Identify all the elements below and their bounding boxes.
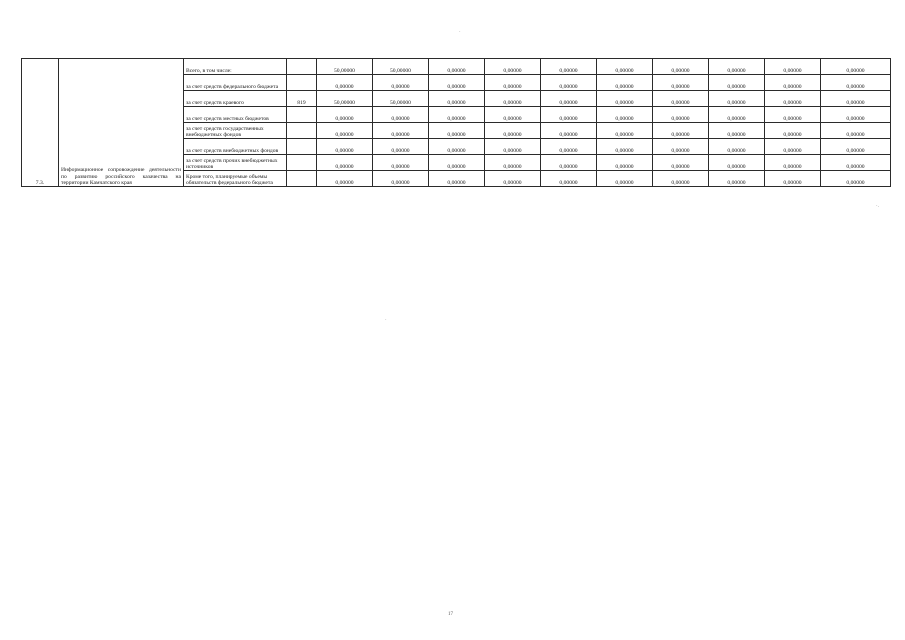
amount-value: 0,00000 <box>559 67 578 74</box>
amount-cell <box>709 171 765 187</box>
activity-name: Информационное сопровождение деятельности по развитию российского казачества на территории Камчатского края <box>59 59 184 187</box>
amount-cell <box>597 139 653 155</box>
amount-cell <box>373 91 429 107</box>
funding-source-label: за счет средств государственных внебюджетных фондов <box>184 123 287 139</box>
amount-cell <box>821 123 891 139</box>
amount-value: 0,00000 <box>503 163 522 170</box>
amount-value: 0,00000 <box>447 179 466 186</box>
amount-cell <box>373 155 429 171</box>
amount-cell <box>317 75 373 91</box>
amount-value: 0,00000 <box>391 83 410 90</box>
row-number: 7.3. <box>22 59 59 187</box>
amount-cell <box>821 75 891 91</box>
amount-cell <box>597 59 653 75</box>
amount-value: 0,00000 <box>727 67 746 74</box>
amount-cell <box>821 155 891 171</box>
amount-value: 0,00000 <box>391 147 410 154</box>
amount-cell <box>373 75 429 91</box>
amount-value: 0,00000 <box>846 131 865 138</box>
amount-value: 0,00000 <box>727 163 746 170</box>
amount-value: 0,00000 <box>391 163 410 170</box>
amount-cell <box>373 139 429 155</box>
amount-value: 0,00000 <box>727 99 746 106</box>
amount-value: 0,00000 <box>559 115 578 122</box>
amount-value: 0,00000 <box>783 115 802 122</box>
amount-cell <box>541 75 597 91</box>
amount-value: 0,00000 <box>671 115 690 122</box>
amount-cell <box>541 155 597 171</box>
funding-source-label: за счет средств федерального бюджета <box>184 75 287 91</box>
amount-cell <box>429 75 485 91</box>
amount-value: 0,00000 <box>671 67 690 74</box>
amount-value: 0,00000 <box>783 147 802 154</box>
amount-cell <box>821 59 891 75</box>
amount-cell <box>765 91 821 107</box>
amount-value: 0,00000 <box>615 67 634 74</box>
amount-cell <box>653 59 709 75</box>
amount-cell <box>821 139 891 155</box>
amount-cell <box>597 107 653 123</box>
amount-cell <box>597 123 653 139</box>
amount-value: 0,00000 <box>615 115 634 122</box>
amount-cell <box>373 171 429 187</box>
amount-value: 0,00000 <box>615 163 634 170</box>
amount-cell <box>429 107 485 123</box>
amount-value: 0,00000 <box>727 147 746 154</box>
amount-value: 0,00000 <box>615 147 634 154</box>
budget-table <box>21 58 891 187</box>
amount-value: 0,00000 <box>447 83 466 90</box>
amount-value: 0,00000 <box>335 163 354 170</box>
amount-value: 0,00000 <box>503 83 522 90</box>
funding-source-label: за счет средств местных бюджетов <box>184 107 287 123</box>
amount-value: 0,00000 <box>846 83 865 90</box>
amount-value: 0,00000 <box>783 131 802 138</box>
amount-value: 0,00000 <box>783 99 802 106</box>
amount-value: 0,00000 <box>447 131 466 138</box>
amount-value: 0,00000 <box>671 99 690 106</box>
amount-value: 0,00000 <box>503 67 522 74</box>
amount-cell <box>317 91 373 107</box>
amount-cell <box>373 59 429 75</box>
amount-value: 0,00000 <box>447 67 466 74</box>
amount-cell <box>373 107 429 123</box>
amount-value: 0,00000 <box>503 147 522 154</box>
amount-value: 0,00000 <box>335 147 354 154</box>
amount-value: 0,00000 <box>391 115 410 122</box>
amount-value: 0,00000 <box>846 163 865 170</box>
amount-cell <box>821 171 891 187</box>
amount-cell <box>653 139 709 155</box>
amount-value: 0,00000 <box>783 163 802 170</box>
budget-code: 819 <box>287 91 317 107</box>
amount-value: 0,00000 <box>846 99 865 106</box>
scan-speck: · <box>385 318 387 323</box>
amount-cell <box>597 155 653 171</box>
amount-cell <box>541 91 597 107</box>
amount-cell <box>765 59 821 75</box>
amount-value: 0,00000 <box>615 131 634 138</box>
amount-value: 0,00000 <box>615 179 634 186</box>
amount-cell <box>485 171 541 187</box>
amount-cell <box>541 107 597 123</box>
amount-value: 0,00000 <box>559 147 578 154</box>
amount-value: 0,00000 <box>671 179 690 186</box>
amount-value: 50,00000 <box>390 67 411 74</box>
amount-cell <box>597 91 653 107</box>
amount-cell <box>317 155 373 171</box>
amount-cell <box>709 107 765 123</box>
amount-value: 0,00000 <box>846 67 865 74</box>
amount-cell <box>429 139 485 155</box>
amount-cell <box>317 171 373 187</box>
funding-source-label: за счет средств прочих внебюджетных источников <box>184 155 287 171</box>
amount-cell <box>541 171 597 187</box>
amount-cell <box>709 123 765 139</box>
amount-cell <box>709 155 765 171</box>
amount-value: 0,00000 <box>559 83 578 90</box>
amount-value: 0,00000 <box>447 115 466 122</box>
amount-cell <box>765 171 821 187</box>
amount-cell <box>485 123 541 139</box>
amount-cell <box>653 123 709 139</box>
amount-value: 0,00000 <box>783 83 802 90</box>
amount-cell <box>653 91 709 107</box>
amount-value: 50,00000 <box>390 99 411 106</box>
amount-cell <box>429 91 485 107</box>
amount-cell <box>709 75 765 91</box>
amount-cell <box>653 107 709 123</box>
amount-cell <box>765 155 821 171</box>
amount-cell <box>429 155 485 171</box>
funding-source-label: за счет средств краевого <box>184 91 287 107</box>
amount-value: 50,00000 <box>334 99 355 106</box>
funding-source-label: Всего, в том числе: <box>184 59 287 75</box>
budget-code <box>287 75 317 91</box>
amount-value: 0,00000 <box>727 179 746 186</box>
amount-value: 0,00000 <box>783 179 802 186</box>
amount-value: 0,00000 <box>615 83 634 90</box>
amount-value: 0,00000 <box>335 179 354 186</box>
amount-value: 0,00000 <box>846 147 865 154</box>
amount-cell <box>485 139 541 155</box>
page-number: 17 <box>448 612 453 617</box>
amount-value: 50,00000 <box>334 67 355 74</box>
amount-cell <box>317 139 373 155</box>
amount-value: 0,00000 <box>559 131 578 138</box>
amount-value: 0,00000 <box>671 147 690 154</box>
amount-value: 0,00000 <box>391 179 410 186</box>
amount-cell <box>597 75 653 91</box>
amount-value: 0,00000 <box>503 179 522 186</box>
amount-cell <box>541 59 597 75</box>
amount-value: 0,00000 <box>447 99 466 106</box>
amount-cell <box>765 123 821 139</box>
amount-value: 0,00000 <box>783 67 802 74</box>
scan-speck: ·. <box>876 204 879 209</box>
amount-value: 0,00000 <box>727 115 746 122</box>
amount-cell <box>597 171 653 187</box>
amount-value: 0,00000 <box>727 83 746 90</box>
amount-cell <box>765 107 821 123</box>
amount-cell <box>709 139 765 155</box>
amount-value: 0,00000 <box>447 147 466 154</box>
amount-value: 0,00000 <box>846 179 865 186</box>
amount-cell <box>709 59 765 75</box>
amount-cell <box>485 59 541 75</box>
amount-value: 0,00000 <box>671 131 690 138</box>
budget-code <box>287 155 317 171</box>
amount-value: 0,00000 <box>846 115 865 122</box>
amount-value: 0,00000 <box>335 115 354 122</box>
amount-cell <box>429 123 485 139</box>
amount-cell <box>317 123 373 139</box>
amount-value: 0,00000 <box>727 131 746 138</box>
amount-value: 0,00000 <box>335 83 354 90</box>
amount-cell <box>709 91 765 107</box>
amount-cell <box>429 59 485 75</box>
amount-value: 0,00000 <box>615 99 634 106</box>
amount-cell <box>821 91 891 107</box>
amount-cell <box>541 139 597 155</box>
amount-value: 0,00000 <box>503 99 522 106</box>
budget-code <box>287 123 317 139</box>
amount-cell <box>485 155 541 171</box>
budget-code <box>287 171 317 187</box>
amount-cell <box>429 171 485 187</box>
amount-cell <box>485 75 541 91</box>
amount-value: 0,00000 <box>447 163 466 170</box>
amount-cell <box>485 107 541 123</box>
amount-cell <box>485 91 541 107</box>
amount-value: 0,00000 <box>671 83 690 90</box>
amount-cell <box>317 59 373 75</box>
amount-cell <box>653 155 709 171</box>
amount-cell <box>373 123 429 139</box>
amount-value: 0,00000 <box>671 163 690 170</box>
funding-source-label: Кроме того, планируемые объемы обязательств федерального бюджета <box>184 171 287 187</box>
amount-value: 0,00000 <box>503 115 522 122</box>
scan-speck: · <box>459 30 461 35</box>
funding-source-label: за счет средств внебюджетных фондов <box>184 139 287 155</box>
amount-cell <box>765 75 821 91</box>
budget-code <box>287 139 317 155</box>
amount-cell <box>765 139 821 155</box>
amount-cell <box>821 107 891 123</box>
amount-cell <box>653 75 709 91</box>
table-row <box>22 59 891 75</box>
amount-value: 0,00000 <box>335 131 354 138</box>
amount-value: 0,00000 <box>503 131 522 138</box>
budget-code <box>287 59 317 75</box>
budget-code <box>287 107 317 123</box>
amount-cell <box>541 123 597 139</box>
amount-value: 0,00000 <box>559 179 578 186</box>
amount-cell <box>653 171 709 187</box>
amount-value: 0,00000 <box>559 163 578 170</box>
amount-value: 0,00000 <box>559 99 578 106</box>
amount-value: 0,00000 <box>391 131 410 138</box>
amount-cell <box>317 107 373 123</box>
